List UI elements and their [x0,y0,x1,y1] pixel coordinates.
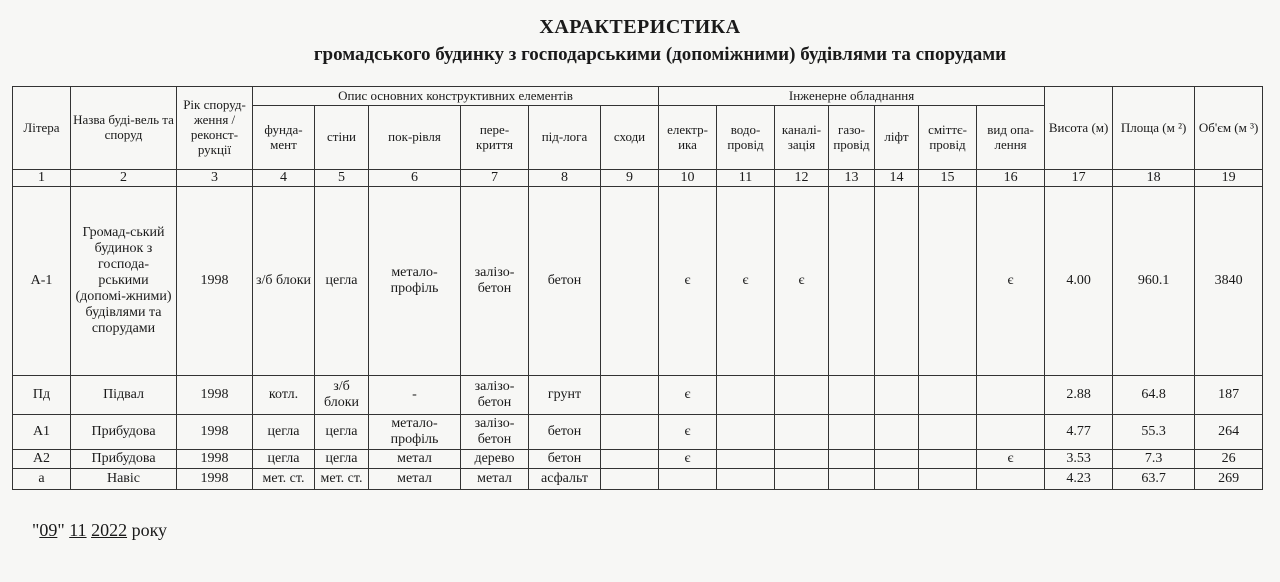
cell-foundation: котл. [253,376,315,415]
cell-walls: цегла [315,187,369,376]
cell-floor: бетон [529,450,601,469]
cell-floors: метал [461,469,529,490]
column-number: 15 [919,170,977,187]
characteristics-table [12,86,1263,490]
cell-lift [875,469,919,490]
column-number: 6 [369,170,461,187]
cell-height: 3.53 [1045,450,1113,469]
header-litera: Літера [13,87,71,170]
cell-year: 1998 [177,469,253,490]
header-heating: вид опа-лення [977,106,1045,170]
date-day: 09 [39,520,58,540]
cell-roof: - [369,376,461,415]
header-engineering-group: Інженерне обладнання [659,87,1045,106]
cell-floor: бетон [529,415,601,450]
header-volume: Об'єм (м ³) [1195,87,1263,170]
cell-gas [829,187,875,376]
table-row [13,469,1263,490]
cell-gas [829,469,875,490]
header-sewer: каналі-зація [775,106,829,170]
cell-sewer [775,415,829,450]
cell-garbage [919,376,977,415]
cell-lift [875,187,919,376]
cell-volume: 26 [1195,450,1263,469]
column-number: 2 [71,170,177,187]
cell-litera: А1 [13,415,71,450]
date-close-quote: " [57,520,65,540]
column-number: 10 [659,170,717,187]
cell-year: 1998 [177,415,253,450]
column-number: 13 [829,170,875,187]
column-number: 16 [977,170,1045,187]
cell-litera: А-1 [13,187,71,376]
header-year: Рік споруд-ження / реконст-рукції [177,87,253,170]
cell-area: 63.7 [1113,469,1195,490]
cell-walls: мет. ст. [315,469,369,490]
header-water: водо-провід [717,106,775,170]
cell-sewer [775,469,829,490]
header-floor: під-лога [529,106,601,170]
cell-lift [875,415,919,450]
cell-garbage [919,187,977,376]
cell-gas [829,376,875,415]
cell-name: Підвал [71,376,177,415]
document-subtitle: громадського будинку з господарськими (допоміжними) будівлями та спорудами [313,44,1007,65]
header-roof: пок-рівля [369,106,461,170]
cell-name: Навіс [71,469,177,490]
cell-water [717,450,775,469]
cell-name: Громад-ський будинок з господа-рськими (допомі-жними) будівлями та спорудами [71,187,177,376]
cell-area: 64.8 [1113,376,1195,415]
column-number: 8 [529,170,601,187]
cell-year: 1998 [177,450,253,469]
cell-volume: 3840 [1195,187,1263,376]
cell-volume: 187 [1195,376,1263,415]
header-stairs: сходи [601,106,659,170]
cell-garbage [919,469,977,490]
cell-stairs [601,450,659,469]
date-month: 11 [69,520,87,540]
column-number: 18 [1113,170,1195,187]
cell-floor: бетон [529,187,601,376]
header-structure-group: Опис основних конструктивних елементів [253,87,659,106]
column-number: 3 [177,170,253,187]
cell-floors: залізо-бетон [461,187,529,376]
cell-walls: цегла [315,415,369,450]
column-number: 5 [315,170,369,187]
header-area: Площа (м ²) [1113,87,1195,170]
column-number: 19 [1195,170,1263,187]
cell-walls: з/б блоки [315,376,369,415]
column-number: 7 [461,170,529,187]
cell-lift [875,450,919,469]
header-electric: електр-ика [659,106,717,170]
cell-garbage [919,450,977,469]
column-number: 12 [775,170,829,187]
cell-water [717,376,775,415]
cell-roof: метал [369,450,461,469]
cell-heating [977,376,1045,415]
cell-height: 4.77 [1045,415,1113,450]
cell-foundation: мет. ст. [253,469,315,490]
cell-litera: А2 [13,450,71,469]
header-lift: ліфт [875,106,919,170]
column-number: 11 [717,170,775,187]
cell-roof: метал [369,469,461,490]
cell-water [717,415,775,450]
date-open-quote: " [32,520,40,540]
cell-floor: асфальт [529,469,601,490]
header-name: Назва буді-вель та споруд [71,87,177,170]
cell-name: Прибудова [71,415,177,450]
cell-floors: дерево [461,450,529,469]
table-row [13,187,1263,376]
cell-area: 55.3 [1113,415,1195,450]
cell-height: 4.23 [1045,469,1113,490]
cell-roof: метало-профіль [369,187,461,376]
cell-water [717,469,775,490]
cell-volume: 269 [1195,469,1263,490]
cell-stairs [601,469,659,490]
table-row [13,415,1263,450]
column-number: 17 [1045,170,1113,187]
cell-foundation: цегла [253,415,315,450]
cell-lift [875,376,919,415]
cell-stairs [601,376,659,415]
cell-sewer: є [775,187,829,376]
cell-electric [659,469,717,490]
cell-area: 7.3 [1113,450,1195,469]
cell-electric: є [659,415,717,450]
date-suffix: року [131,520,168,540]
column-number: 1 [13,170,71,187]
document-date [32,520,167,541]
cell-electric: є [659,450,717,469]
cell-sewer [775,376,829,415]
header-height: Висота (м) [1045,87,1113,170]
cell-litera: а [13,469,71,490]
cell-garbage [919,415,977,450]
cell-foundation: з/б блоки [253,187,315,376]
header-walls: стіни [315,106,369,170]
cell-litera: Пд [13,376,71,415]
date-year: 2022 [91,520,128,540]
column-number: 14 [875,170,919,187]
cell-foundation: цегла [253,450,315,469]
column-number: 9 [601,170,659,187]
document-title: ХАРАКТЕРИСТИКА [539,16,741,38]
table-row [13,376,1263,415]
header-gas: газо-провід [829,106,875,170]
cell-year: 1998 [177,376,253,415]
cell-water: є [717,187,775,376]
cell-gas [829,415,875,450]
cell-heating [977,469,1045,490]
cell-walls: цегла [315,450,369,469]
header-floors: пере-криття [461,106,529,170]
cell-heating: є [977,450,1045,469]
cell-stairs [601,415,659,450]
cell-name: Прибудова [71,450,177,469]
cell-floors: залізо-бетон [461,415,529,450]
cell-volume: 264 [1195,415,1263,450]
header-foundation: фунда-мент [253,106,315,170]
cell-sewer [775,450,829,469]
cell-height: 4.00 [1045,187,1113,376]
header-garbage: сміттє-провід [919,106,977,170]
cell-stairs [601,187,659,376]
cell-roof: метало-профіль [369,415,461,450]
table-row [13,450,1263,469]
column-number: 4 [253,170,315,187]
cell-electric: є [659,376,717,415]
cell-year: 1998 [177,187,253,376]
cell-floor: грунт [529,376,601,415]
cell-area: 960.1 [1113,187,1195,376]
cell-height: 2.88 [1045,376,1113,415]
cell-gas [829,450,875,469]
cell-heating: є [977,187,1045,376]
cell-heating [977,415,1045,450]
cell-floors: залізо-бетон [461,376,529,415]
column-number-row [13,170,1263,187]
cell-electric: є [659,187,717,376]
